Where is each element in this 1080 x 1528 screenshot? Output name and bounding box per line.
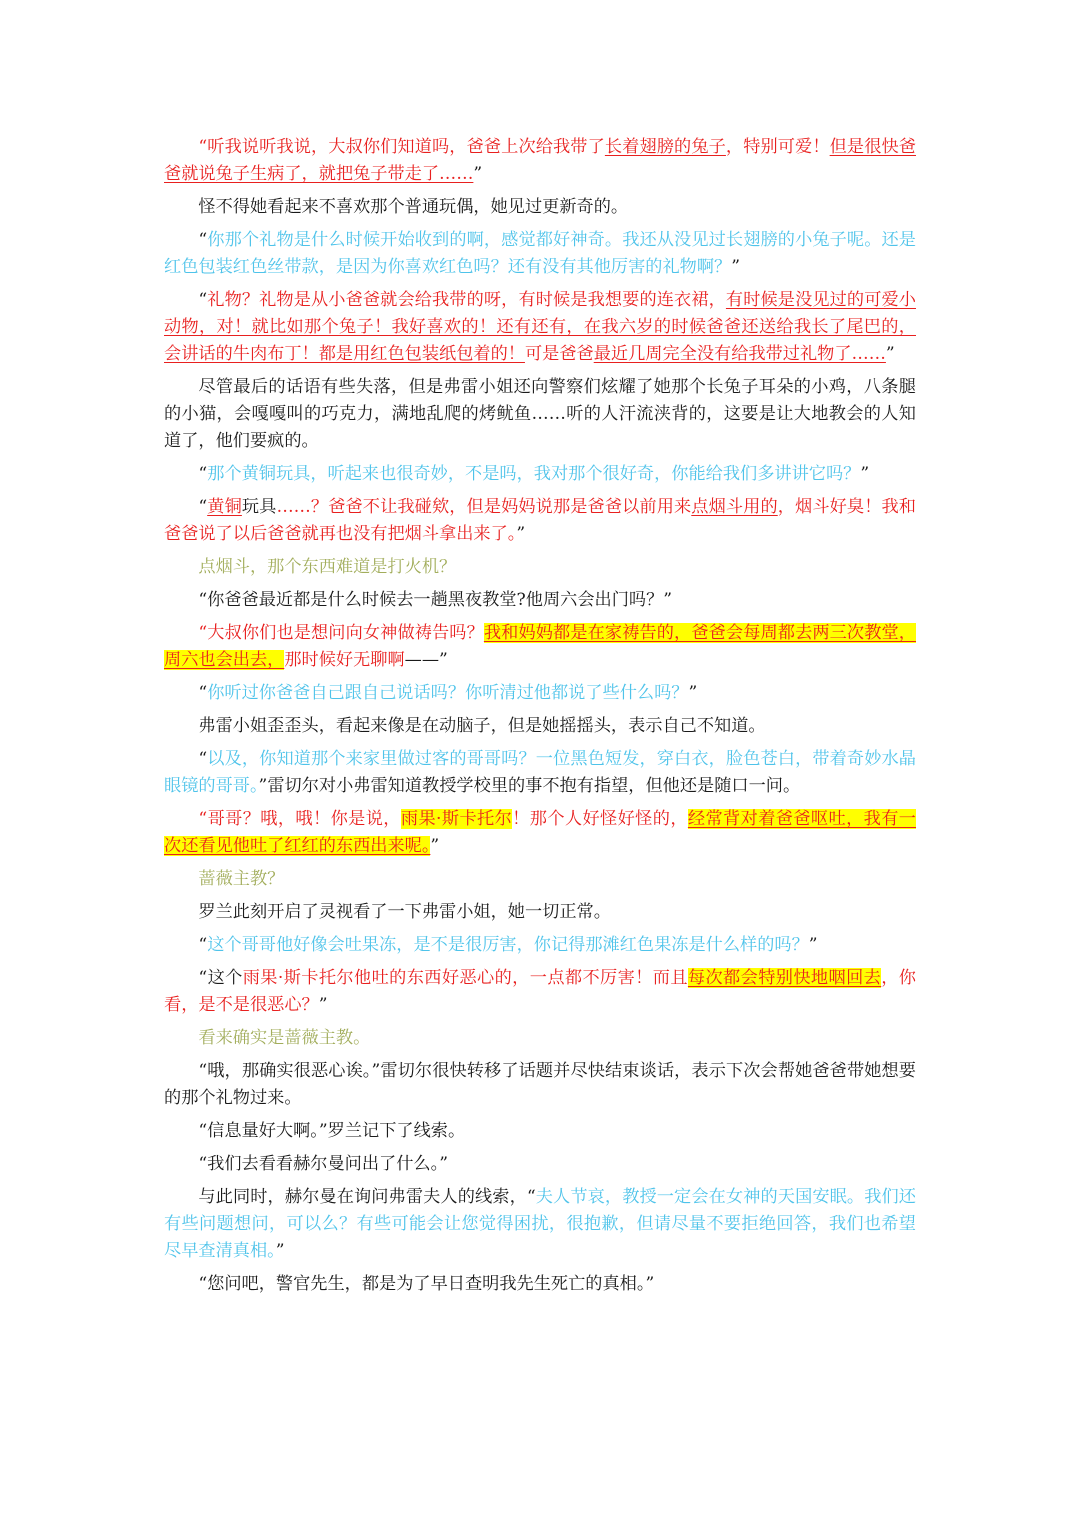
text-run: ” [318,995,328,1015]
paragraph [164,1058,916,1112]
paragraph [164,620,916,674]
text-run: 有时候是没见过的可爱小动物，对！就比如那个兔子！我好喜欢的！还有还有，在我六岁的时候爸爸还送给我长了尾巴的，会讲话的牛肉布丁！都是用红色包装纸包着的！ [164,290,916,364]
text-run: ” [275,1241,285,1261]
text-run: “ [198,464,208,484]
text-run: 点烟斗用的 [691,497,778,517]
paragraph [164,374,916,455]
text-run: “这个 [198,968,243,988]
text-run: “听我说听我说，大叔你们知道吗，爸爸上次给我带了 [198,137,605,157]
text-run: 长着翅膀的兔子 [604,137,726,157]
paragraph [164,194,916,221]
text-run: 黄铜 [207,497,242,517]
text-run: “ [198,230,208,250]
paragraph [164,806,916,860]
text-run: 弗雷小姐歪歪头，看起来像是在动脑子，但是她摇摇头，表示自己不知道。 [198,716,766,736]
text-run: 怪不得她看起来不喜欢那个普通玩偶，她见过更新奇的。 [198,197,629,217]
text-run: 每次都会特别快地咽回去 [687,968,882,988]
text-run: ” [885,344,895,364]
paragraph [164,287,916,368]
text-run: ，特别可爱！ [725,137,830,157]
text-run: “大叔你们也是想问向女神做祷告吗？ [198,623,484,643]
text-run: ”雷切尔对小弗雷知道教授学校里的事不抱有指望，但他还是随口一问。 [258,776,801,796]
paragraph [164,461,916,488]
paragraph [164,1118,916,1145]
text-run: 这个哥哥他好像会吐果冻，是不是很厉害，你记得那滩红色果冻是什么样的吗？ [207,935,809,955]
document-page [164,134,916,1304]
paragraph [164,1025,916,1052]
text-run: ” [439,650,448,670]
paragraph [164,932,916,959]
text-run: 雨果·斯卡托尔 [400,809,513,829]
paragraph [164,866,916,893]
text-run: 雨果·斯卡托尔他吐的东西好恶心的，一点都不厉害！而且 [242,968,688,988]
text-run: 可是爸爸 [524,344,594,364]
text-run: 经常背对着爸爸呕吐，我有一次还看见他吐了红红的东西出来呢。 [164,809,916,856]
text-run: 那时候好无聊啊 [284,650,405,670]
paragraph [164,680,916,707]
text-run: 你那个礼物是什么时候开始收到的啊，感觉都好神奇。我还从没见过长翅膀的小兔子呢。还是红色包装红色丝带款，是因为你喜欢红色吗？还有没有其他厉害的礼物啊？ [164,230,916,277]
text-run: 玩具 [241,497,277,517]
text-run: 那个黄铜玩具，听起来也很奇妙，不是吗，我对那个很好奇，你能给我们多讲讲它吗？ [207,464,861,484]
paragraph [164,746,916,800]
text-run: 最近几周完全没有给我带过礼物了…… [593,344,886,364]
text-run: —— [404,650,440,670]
text-run: “哥哥？哦，哦！你是说， [198,809,401,829]
text-run: ” [430,836,440,856]
paragraph [164,554,916,581]
paragraph [164,965,916,1019]
text-run: 尽管最后的话语有些失落，但是弗雷小姐还向警察们炫耀了她那个长兔子耳朵的小鸡，八条腿的小猫，会嘎嘎叫的巧克力，满地乱爬的烤鱿鱼……听的人汗流浃背的，这要是让大地教会的人知道了，他们要疯的。 [164,377,916,451]
paragraph [164,1271,916,1298]
text-run: 我和妈妈都是在家祷告的，爸爸会每周都去两三次教堂，周六也会出去， [164,623,916,670]
paragraph [164,494,916,548]
paragraph [164,1184,916,1265]
text-run: “我们去看看赫尔曼问出了什么。” [198,1154,448,1174]
text-run: “ [198,290,208,310]
paragraph [164,713,916,740]
text-run: ” [731,257,740,277]
text-run: “ [198,497,208,517]
text-run: 罗兰此刻开启了灵视看了一下弗雷小姐，她一切正常。 [198,902,611,922]
text-run: ” [516,524,526,544]
text-run: 以及，你知道那个来家里做过客的哥哥吗？一位黑色短发，穿白衣，脸色苍白，带着奇妙水晶眼镜的哥哥。 [164,749,916,796]
text-run: “ [198,749,208,769]
text-run: ” [688,683,698,703]
text-run: ” [860,464,870,484]
paragraph [164,227,916,281]
text-run: 你听过你爸爸自己跟自己说话吗？你听清过他都说了些什么吗？ [207,683,689,703]
text-run: “信息量好大啊。”罗兰记下了线索。 [198,1121,466,1141]
text-run: 夫人节哀，教授一定会在女神的天国安眠。我们还有些问题想问，可以么？有些可能会让您觉得困扰，很抱歉，但请尽量不要拒绝回答，我们也希望尽早查清真相。 [164,1187,916,1261]
paragraph [164,587,916,614]
text-run: “ [198,683,208,703]
text-run: “ [198,935,208,955]
text-run: ” [473,164,483,184]
text-run: “哦，那确实很恶心诶。”雷切尔很快转移了话题并尽快结束谈话，表示下次会帮她爸爸带她想要的那个礼物过来。 [164,1061,916,1108]
text-run: 看来确实是蔷薇主教。 [198,1028,371,1048]
text-run: “您问吧，警官先生，都是为了早日查明我先生死亡的真相。” [198,1274,655,1294]
text-run: ，烟斗好臭！我和爸爸说了以后爸爸就再也没有把烟斗拿出来了。 [164,497,916,544]
text-run: 点烟斗，那个东西难道是打火机？ [198,557,457,577]
text-run: 但是很快爸爸就说兔子生病了，就把兔子带走了…… [164,137,916,184]
text-run: ……？爸爸不让我碰欸，但是妈妈说那是爸爸以前用来 [276,497,692,517]
paragraph [164,899,916,926]
text-run: 蔷薇主教？ [198,869,285,889]
paragraph [164,134,916,188]
text-run: ！那个人好怪好怪的， [512,809,688,829]
text-run: ，你看，是不是很恶心？ [164,968,916,1015]
text-run: 与此同时，赫尔曼在询问弗雷夫人的线索，“ [198,1187,536,1207]
text-run: 礼物？礼物是从小爸爸就会给我带的呀，有时候是我想要的连衣裙， [207,290,726,310]
paragraph [164,1151,916,1178]
text-run: ” [808,935,818,955]
text-run: “你爸爸最近都是什么时候去一趟黑夜教堂?他周六会出门吗？” [198,590,673,610]
